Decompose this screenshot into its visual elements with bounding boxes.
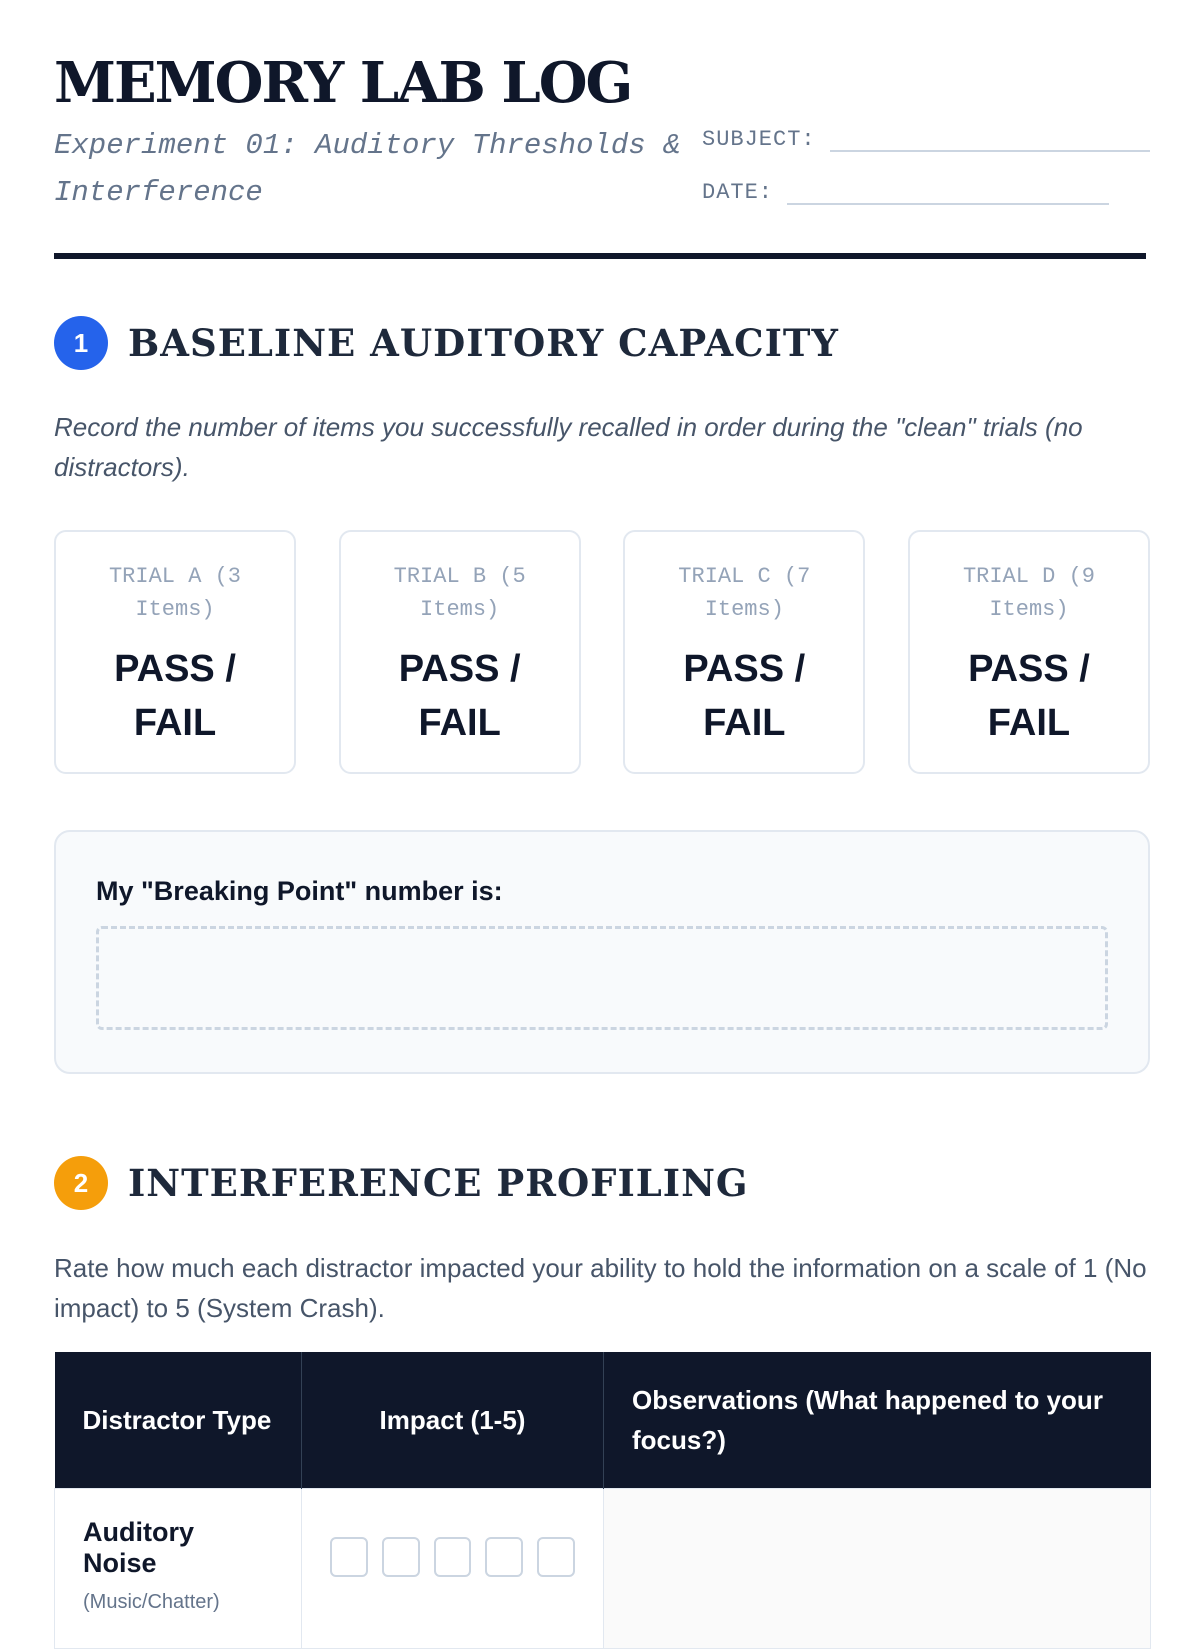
impact-rating-checkbox[interactable]: [434, 1537, 472, 1577]
trial-card-value: PASS / FAIL: [968, 648, 1090, 744]
trial-card-label: TRIAL C (7 Items): [678, 564, 811, 622]
distractor-type-detail: (Music/Chatter): [83, 1590, 220, 1613]
subject-label: SUBJECT:: [702, 127, 816, 152]
trial-card-value: PASS / FAIL: [114, 648, 236, 744]
interference-table: [54, 1352, 1151, 1649]
section-2-description: Rate how much each distractor impacted your ability to hold the information on a scale of 1 (No impact) to 5 (System Crash).: [54, 1253, 1147, 1323]
section-1-description: Record the number of items you successfully recalled in order during the "clean" trials (no distractors).: [54, 412, 1083, 482]
header-divider: [54, 253, 1146, 259]
trial-card-label: TRIAL A (3 Items): [108, 564, 242, 622]
section-2-title: INTERFERENCE PROFILING: [128, 1161, 749, 1205]
impact-rating-boxes: [330, 1537, 575, 1577]
page-subtitle: Experiment 01: Auditory Thresholds & Interference: [54, 129, 681, 209]
table-row: [55, 1488, 1151, 1648]
impact-rating-checkbox[interactable]: [537, 1537, 575, 1577]
breaking-point-panel: [54, 830, 1150, 1074]
impact-rating-checkbox[interactable]: [382, 1537, 420, 1577]
page-title: MEMORY LAB LOG: [54, 50, 632, 116]
impact-rating-checkbox[interactable]: [485, 1537, 523, 1577]
trial-card-value: PASS / FAIL: [683, 648, 806, 744]
distractor-type-cell: [55, 1488, 302, 1648]
impact-rating-checkbox[interactable]: [330, 1537, 368, 1577]
section-1-heading: [54, 316, 839, 370]
trial-card-label: TRIAL D (9 Items): [962, 564, 1095, 622]
column-header-impact: Impact (1-5): [302, 1352, 604, 1488]
column-header-distractor-type: Distractor Type: [55, 1352, 302, 1488]
trial-card-label: TRIAL B (5 Items): [393, 564, 526, 622]
trial-cards: [54, 530, 1150, 774]
observations-cell[interactable]: [604, 1488, 1151, 1648]
subject-input-line[interactable]: [830, 122, 1150, 152]
section-1-number-badge: 1: [54, 316, 108, 370]
section-1-title: BASELINE AUDITORY CAPACITY: [128, 321, 839, 365]
date-label: DATE:: [702, 180, 774, 205]
header: [54, 0, 1146, 262]
impact-rating-cell: [302, 1488, 604, 1648]
trial-card-c[interactable]: [623, 530, 865, 774]
distractor-type-name: Auditory Noise: [83, 1516, 194, 1578]
trial-card-b[interactable]: [339, 530, 581, 774]
breaking-point-label: My "Breaking Point" number is:: [96, 876, 503, 906]
breaking-point-input[interactable]: [96, 926, 1108, 1030]
date-input-line[interactable]: [787, 175, 1109, 205]
section-2-heading: [54, 1156, 749, 1210]
trial-card-a[interactable]: [54, 530, 296, 774]
section-2-number-badge: 2: [54, 1156, 108, 1210]
date-field[interactable]: [702, 175, 1109, 205]
trial-card-value: PASS / FAIL: [398, 648, 521, 744]
column-header-observations: Observations (What happened to your focus?): [604, 1352, 1151, 1488]
trial-card-d[interactable]: [908, 530, 1150, 774]
table-header-row: [55, 1352, 1151, 1488]
subject-field[interactable]: [702, 122, 1150, 152]
